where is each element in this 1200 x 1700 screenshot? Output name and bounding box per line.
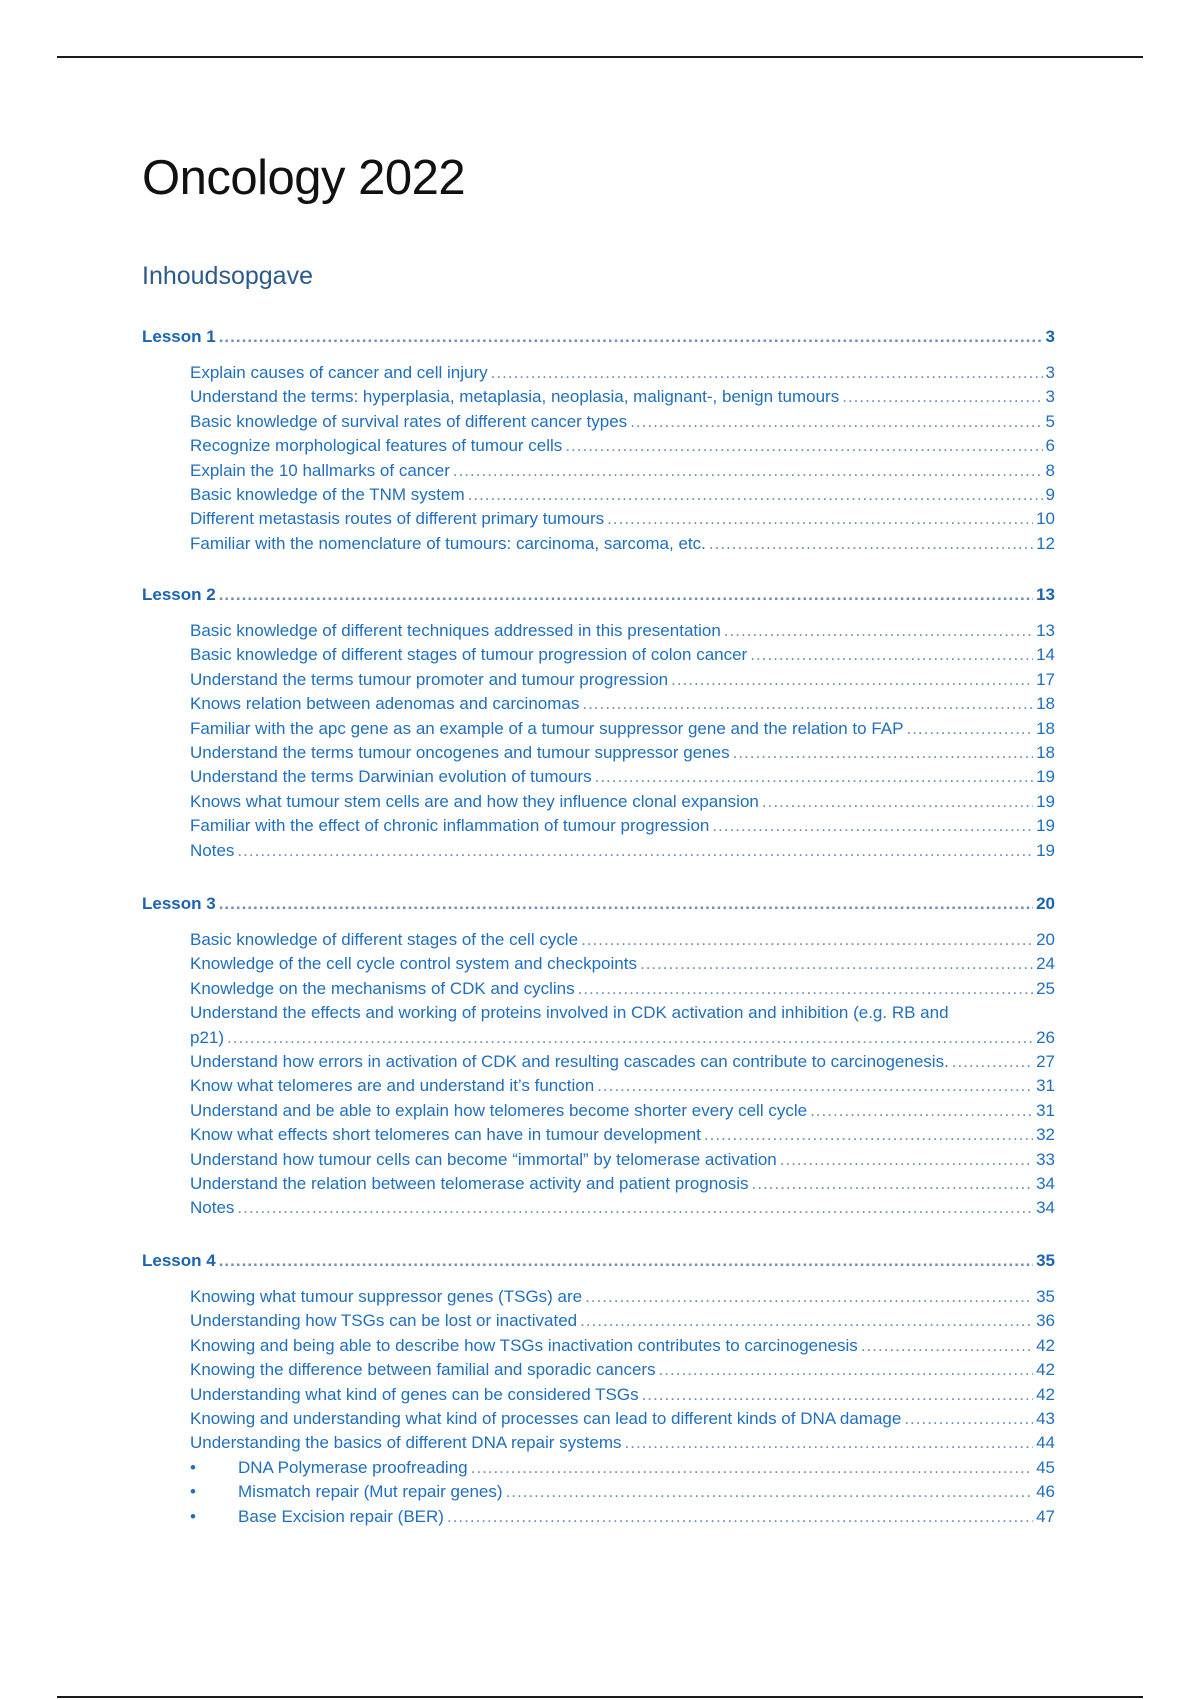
dot-leader [219,893,1033,915]
dot-leader [750,644,1033,666]
toc-entry[interactable] [190,978,1055,1000]
dot-leader [762,791,1033,813]
toc-page-number: 5 [1045,411,1055,431]
toc-entry[interactable] [190,1100,1055,1122]
toc-page-number: 18 [1036,743,1055,762]
toc-page-number: 19 [1036,816,1055,836]
toc-page-number: 32 [1036,1125,1055,1145]
toc-entry-label: Understanding how TSGs can be lost or inactivated [190,1311,578,1331]
dot-leader [453,460,1043,482]
toc-entry[interactable] [190,929,1055,951]
bullet-marker: • [190,1506,196,1526]
toc-entry[interactable] [190,1002,1055,1024]
toc-page-number: 18 [1036,694,1055,714]
dot-leader [906,718,1033,740]
toc-entry[interactable] [190,533,1055,555]
toc-page-number: 8 [1045,460,1055,480]
toc-lesson-2[interactable] [142,584,1055,606]
toc-page-number: 46 [1036,1482,1055,1502]
toc-entry-label: Basic knowledge of the TNM system [190,485,465,504]
bullet-marker: • [190,1457,196,1477]
toc-entry-label: Understand the relation between telomerase activity and patient prognosis [190,1174,749,1193]
toc-entry-label: Knowing the difference between familial and sporadic cancers [190,1360,656,1380]
toc-page-number: 47 [1036,1506,1055,1526]
toc-entry[interactable] [190,1384,1055,1406]
bullet-marker: • [190,1482,196,1502]
toc-entry[interactable] [190,484,1055,506]
toc-bullet-entry[interactable] [190,1481,1055,1503]
header-rule [57,56,1143,58]
dot-leader [625,1432,1034,1454]
toc-entry[interactable] [190,1335,1055,1357]
toc-entry[interactable] [190,1173,1055,1195]
toc-entry-label: Understanding the basics of different DNA repair systems [190,1433,622,1453]
toc-page-number: 45 [1036,1457,1055,1477]
toc-page-number: 19 [1036,767,1055,787]
toc-page-number: 36 [1036,1311,1055,1331]
dot-leader [585,1286,1033,1308]
toc-entry-label: DNA Polymerase proofreading [238,1457,468,1477]
toc-page-number: 13 [1036,585,1055,604]
dot-leader [780,1149,1033,1171]
toc-entry-label: Understanding what kind of genes can be considered TSGs [190,1384,639,1404]
toc-entry[interactable] [190,1124,1055,1146]
dot-leader [712,815,1033,837]
toc-lesson-4[interactable] [142,1250,1055,1272]
toc-entry[interactable] [190,742,1055,764]
toc-page-number: 34 [1036,1198,1055,1218]
toc-entry[interactable] [190,620,1055,642]
toc-entry[interactable] [190,1408,1055,1430]
toc-page-number: 44 [1036,1433,1055,1453]
dot-leader [842,386,1042,408]
toc-page-number: 20 [1036,894,1055,913]
toc-entry-label: Knows relation between adenomas and carcinomas [190,694,580,714]
toc-entry-label: Base Excision repair (BER) [238,1506,444,1526]
toc-entry-label: Recognize morphological features of tumour cells [190,436,563,456]
dot-leader [447,1506,1033,1528]
toc-entry-label: Basic knowledge of different techniques addressed in this presentation [190,621,721,640]
toc-entry-label: Know what effects short telomeres can have in tumour development [190,1125,701,1145]
toc-page-number: 35 [1036,1287,1055,1306]
toc-lesson-1[interactable] [142,326,1055,348]
toc-entry[interactable] [190,791,1055,813]
toc-entry-label: Basic knowledge of survival rates of different cancer types [190,411,628,431]
toc-page-number: 10 [1036,509,1055,529]
dot-leader [578,978,1033,1000]
toc-page-number: 31 [1036,1100,1055,1120]
toc-entry-label: Knowing and understanding what kind of processes can lead to different kinds of DNA damage [190,1409,902,1428]
toc-entry[interactable] [190,1432,1055,1454]
dot-leader [671,669,1033,691]
dot-leader [630,411,1042,433]
toc-entry[interactable] [190,953,1055,975]
toc-page-number: 27 [1036,1052,1055,1071]
toc-page-number: 19 [1036,840,1055,860]
toc-entry-label: Understand how tumour cells can become “immortal” by telomerase activation [190,1149,777,1169]
toc-entry-continued[interactable] [190,1027,1055,1049]
toc-page-number: 20 [1036,930,1055,949]
dot-leader [952,1051,1033,1073]
toc-entry-label: Knowledge on the mechanisms of CDK and cyclins [190,978,575,998]
toc-entry-label: Knowing what tumour suppressor genes (TSGs) are [190,1287,583,1306]
toc-entry-label: Lesson 1 [142,327,216,346]
toc-bullet-entry[interactable] [190,1457,1055,1479]
dot-leader [468,484,1043,506]
toc-entry-label: Know what telomeres are and understand it’s function [190,1076,595,1096]
dot-leader [595,766,1033,788]
toc-page-number: 3 [1045,327,1055,346]
toc-page-number: 14 [1036,645,1055,665]
dot-leader [219,326,1043,348]
toc-entry[interactable] [190,386,1055,408]
dot-leader [506,1481,1034,1503]
dot-leader [904,1408,1033,1430]
toc-page-number: 42 [1036,1360,1055,1380]
toc-entry[interactable] [190,693,1055,715]
toc-entry-label: Familiar with the nomenclature of tumours: carcinoma, sarcoma, etc. [190,533,706,553]
toc-page-number: 25 [1036,978,1055,998]
toc-entry-label: Understand the terms: hyperplasia, metaplasia, neoplasia, malignant-, benign tumours [190,387,840,407]
toc-entry-label: Understand the terms tumour oncogenes and tumour suppressor genes [190,743,730,762]
toc-entry[interactable] [190,1075,1055,1097]
toc-page-number: 6 [1045,436,1055,456]
toc-entry[interactable] [190,766,1055,788]
toc-entry-label: p21) [190,1027,225,1047]
dot-leader [219,584,1033,606]
toc-entry-label: Understand how errors in activation of CDK and resulting cascades can contribute to carcinogenesis. [190,1052,949,1071]
toc-page-number: 13 [1036,621,1055,640]
toc-page-number: 42 [1036,1384,1055,1404]
dot-leader [861,1335,1033,1357]
dot-leader [607,508,1033,530]
toc-entry-label: Explain causes of cancer and cell injury [190,363,488,382]
toc-entry[interactable] [190,1197,1055,1219]
toc-entry-label: Understand the terms Darwinian evolution of tumours [190,767,592,787]
dot-leader [704,1124,1033,1146]
toc-entry[interactable] [190,411,1055,433]
dot-leader [491,362,1043,384]
toc-heading: Inhoudsopgave [142,262,313,290]
dot-leader [565,435,1042,457]
toc-entry-label: Familiar with the effect of chronic inflammation of tumour progression [190,816,710,836]
dot-leader [724,620,1033,642]
dot-leader [733,742,1033,764]
toc-entry[interactable] [190,460,1055,482]
dot-leader [471,1457,1033,1479]
toc-entry[interactable] [190,718,1055,740]
toc-page-number: 35 [1036,1251,1055,1270]
dot-leader [810,1100,1033,1122]
toc-entry-label: Explain the 10 hallmarks of cancer [190,460,450,480]
toc-entry[interactable] [190,669,1055,691]
toc-entry[interactable] [190,362,1055,384]
footer-rule [57,1696,1143,1698]
toc-entry-label: Knows what tumour stem cells are and how they influence clonal expansion [190,791,759,811]
toc-entry-label: Understand and be able to explain how telomeres become shorter every cell cycle [190,1100,808,1120]
toc-page-number: 34 [1036,1174,1055,1193]
toc-entry-label: Knowing and being able to describe how TSGs inactivation contributes to carcinogenesis [190,1335,858,1355]
dot-leader [640,953,1033,975]
toc-entry-label: Lesson 2 [142,585,216,604]
toc-entry[interactable] [190,1359,1055,1381]
toc-entry-label: Understand the effects and working of proteins involved in CDK activation and inhibition (e.g. RB and [190,1003,949,1023]
toc-page-number: 3 [1045,363,1055,382]
toc-page-number: 9 [1045,485,1055,504]
toc-page-number: 12 [1036,533,1055,553]
toc-entry-label: Basic knowledge of different stages of tumour progression of colon cancer [190,645,748,665]
dot-leader [752,1173,1034,1195]
toc-page-number: 31 [1036,1076,1055,1096]
toc-entry-label: Lesson 4 [142,1251,216,1270]
toc-entry[interactable] [190,815,1055,837]
toc-page-number: 24 [1036,954,1055,974]
dot-leader [709,533,1033,555]
toc-lesson-3[interactable] [142,893,1055,915]
toc-page-number: 19 [1036,791,1055,811]
dot-leader [659,1359,1034,1381]
dot-leader [227,1027,1033,1049]
toc-entry-label: Knowledge of the cell cycle control system and checkpoints [190,954,637,974]
toc-page-number: 17 [1036,669,1055,689]
toc-page-number: 43 [1036,1409,1055,1428]
toc-page-number: 33 [1036,1149,1055,1169]
dot-leader [582,693,1033,715]
toc-entry[interactable] [190,840,1055,862]
toc-bullet-entry[interactable] [190,1506,1055,1528]
dot-leader [581,929,1033,951]
dot-leader [580,1310,1033,1332]
toc-entry-label: Mismatch repair (Mut repair genes) [238,1482,503,1502]
toc-entry-label: Notes [190,1198,235,1218]
toc-page-number: 42 [1036,1335,1055,1355]
dot-leader [237,1197,1033,1219]
toc-entry[interactable] [190,435,1055,457]
toc-entry[interactable] [190,508,1055,530]
toc-entry[interactable] [190,644,1055,666]
toc-entry[interactable] [190,1051,1055,1073]
dot-leader [237,840,1033,862]
toc-entry-label: Lesson 3 [142,894,216,913]
toc-entry[interactable] [190,1286,1055,1308]
toc-entry-label: Basic knowledge of different stages of the cell cycle [190,930,579,949]
toc-entry-label: Familiar with the apc gene as an example of a tumour suppressor gene and the relation to FAP [190,718,904,738]
toc-entry[interactable] [190,1310,1055,1332]
toc-page-number: 3 [1045,387,1055,407]
dot-leader [219,1250,1033,1272]
document-title: Oncology 2022 [142,151,466,205]
dot-leader [642,1384,1034,1406]
dot-leader [597,1075,1033,1097]
toc-page-number: 18 [1036,718,1055,738]
toc-page-number: 26 [1036,1027,1055,1047]
toc-entry[interactable] [190,1149,1055,1171]
toc-entry-label: Notes [190,840,235,860]
toc-entry-label: Understand the terms tumour promoter and tumour progression [190,669,669,689]
toc-entry-label: Different metastasis routes of different primary tumours [190,509,605,529]
